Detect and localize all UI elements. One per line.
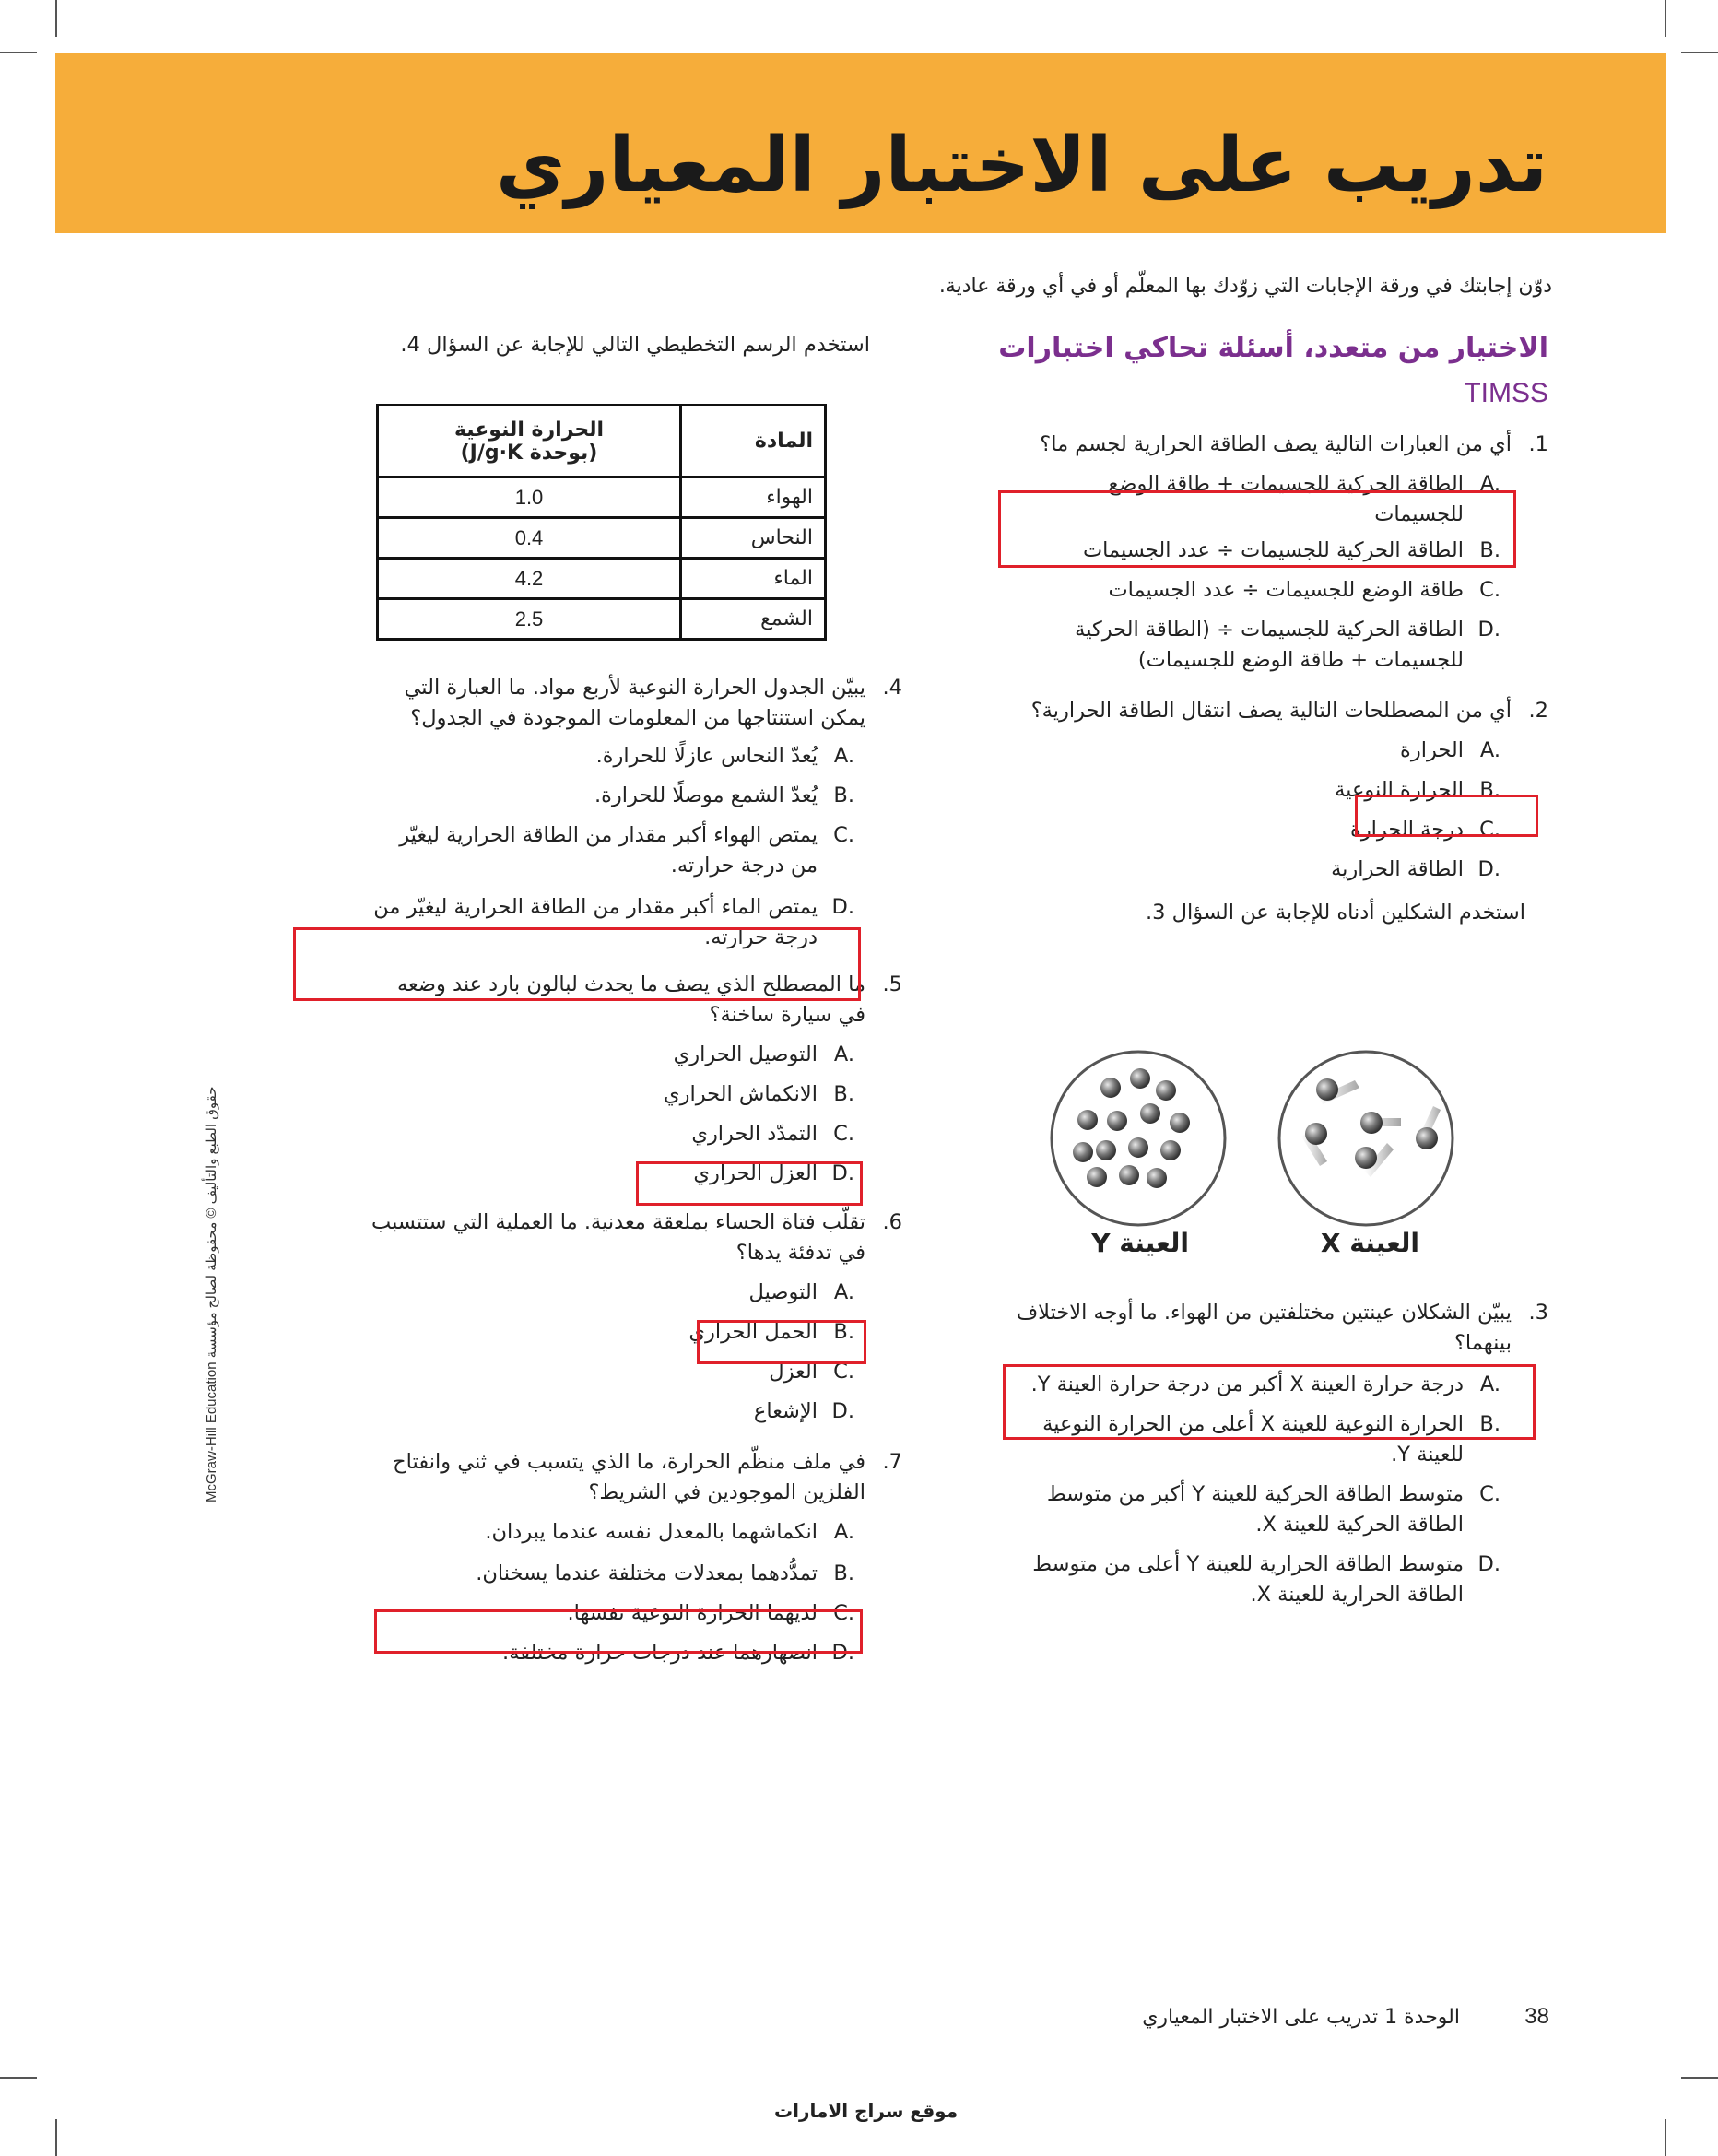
- option-text: يُعدّ النحاس عازلًا للحرارة.: [595, 744, 818, 768]
- option-text: انصهارهما عند درجات حرارة مختلفة.: [502, 1641, 818, 1665]
- option-letter: B.: [833, 1320, 854, 1344]
- table-cell-value: 0.4: [378, 518, 681, 559]
- question-stem: أي من العبارات التالية يصف الطاقة الحرارية لجسم ما؟: [1040, 432, 1512, 456]
- option-letter: D.: [831, 895, 854, 919]
- option[interactable]: [368, 1278, 854, 1308]
- sample-y-label: العينة Y: [1091, 1228, 1189, 1258]
- table-cell-value: 2.5: [378, 599, 681, 640]
- answer-highlight-q7: [374, 1609, 863, 1654]
- option-letter: D.: [831, 1399, 854, 1423]
- option-text: الانكماش الحراري: [663, 1082, 818, 1106]
- table-header-row: [378, 406, 826, 477]
- option-letter: C.: [1479, 1482, 1500, 1506]
- option[interactable]: [368, 1040, 854, 1070]
- question-3: [1014, 1298, 1548, 1610]
- option-text: الحرارة النوعية: [1335, 778, 1464, 802]
- table-cell-material: الماء: [681, 559, 826, 599]
- option-letter: C.: [833, 1360, 854, 1384]
- instruction-text: دوّن إجابتك في ورقة الإجابات التي زوّدك بها المعلّم أو في أي ورقة عادية.: [938, 275, 1552, 298]
- option-text: متوسط الطاقة الحرارية للعينة Y أعلى من متوسط الطاقة الحرارية للعينة X.: [1032, 1552, 1464, 1607]
- option-letter: D.: [1477, 1552, 1500, 1576]
- question-number: 5.: [882, 972, 902, 996]
- section-subtitle: TIMSS: [1464, 378, 1548, 408]
- page-title: تدريب على الاختبار المعياري: [495, 122, 1547, 209]
- question-stem: أي من المصطلحات التالية يصف انتقال الطاقة الحرارية؟: [1030, 699, 1512, 723]
- option-text: طاقة الوضع للجسيمات ÷ عدد الجسيمات: [1108, 578, 1464, 602]
- option-letter: D.: [831, 1641, 854, 1665]
- option-letter: B.: [1479, 778, 1500, 802]
- option[interactable]: [1014, 615, 1500, 676]
- question-stem: في ملف منظّم الحرارة، ما الذي يتسبب في ثني وانفتاح الفلزين الموجودين في الشريط؟: [393, 1450, 865, 1504]
- table-cell-material: الشمع: [681, 599, 826, 640]
- question-number: 7.: [882, 1450, 902, 1474]
- table-row: [378, 477, 826, 518]
- sample-x-label: العينة X: [1320, 1228, 1419, 1258]
- table-header-heat: [378, 406, 681, 477]
- option-text: لديهما الحرارة النوعية نفسها.: [567, 1601, 818, 1625]
- table-intro: استخدم الرسم التخطيطي التالي للإجابة عن السؤال 4.: [400, 333, 870, 357]
- option-text: يمتص الماء أكبر مقدار من الطاقة الحرارية ليغيّر من درجة حرارته.: [373, 895, 818, 949]
- option-text: يمتص الهواء أكبر مقدار من الطاقة الحرارية ليغيّر من درجة حرارته.: [399, 823, 818, 878]
- table-header-unit: (بوحدة J/g·K): [460, 441, 598, 465]
- option-letter: A.: [833, 1043, 854, 1066]
- table-row: [378, 518, 826, 559]
- crop-mark: [0, 2077, 37, 2079]
- crop-mark: [1681, 52, 1718, 53]
- option-letter: A.: [833, 1520, 854, 1544]
- option-letter: B.: [833, 1082, 854, 1106]
- option-letter: C.: [833, 823, 854, 847]
- option-text: الطاقة الحركية للجسيمات ÷ (الطاقة الحركية للجسيمات + طاقة الوضع للجسيمات): [1075, 618, 1464, 672]
- option-text: التمدّد الحراري: [691, 1122, 818, 1146]
- question-4: [368, 673, 902, 953]
- table-cell-value: 1.0: [378, 477, 681, 518]
- option[interactable]: [1014, 1549, 1500, 1610]
- question-6: [368, 1208, 902, 1427]
- option-text: الطاقة الحركية للجسيمات + طاقة الوضع للجسيمات: [1108, 472, 1464, 526]
- option-letter: D.: [1477, 618, 1500, 642]
- option-text: العزل الحراري: [693, 1161, 818, 1185]
- option[interactable]: [368, 1517, 854, 1548]
- footer-unit-title: الوحدة 1 تدريب على الاختبار المعياري: [1142, 2006, 1460, 2029]
- option-text: درجة حرارة العينة X أكبر من درجة حرارة العينة Y.: [1030, 1373, 1464, 1396]
- option[interactable]: [1014, 736, 1500, 766]
- option-letter: C.: [1479, 818, 1500, 842]
- figure-intro: استخدم الشكلين أدناه للإجابة عن السؤال 3.: [1145, 901, 1525, 925]
- option-text: انكماشهما بالمعدل نفسه عندما يبردان.: [485, 1520, 818, 1544]
- crop-mark: [55, 0, 57, 37]
- option-text: الحرارة النوعية للعينة X أعلى من الحرارة النوعية للعينة Y.: [1042, 1412, 1464, 1467]
- question-number: 4.: [882, 676, 902, 700]
- table-cell-value: 4.2: [378, 559, 681, 599]
- crop-mark: [1665, 0, 1666, 37]
- question-number: 1.: [1528, 432, 1548, 456]
- question-stem: يبيّن الجدول الحرارة النوعية لأربع مواد. ما العبارة التي يمكن استنتاجها من المعلومات الموجودة في الجدول؟: [404, 676, 865, 730]
- option[interactable]: [1014, 1479, 1500, 1540]
- option-letter: D.: [1477, 857, 1500, 881]
- option-text: يُعدّ الشمع موصلًا للحرارة.: [594, 783, 818, 807]
- question-number: 6.: [882, 1210, 902, 1234]
- answer-highlight-q6: [697, 1320, 866, 1364]
- option[interactable]: [368, 1559, 854, 1589]
- table-row: [378, 599, 826, 640]
- option-text: التوصيل: [748, 1280, 818, 1304]
- question-number: 3.: [1528, 1301, 1548, 1325]
- question-5: [368, 970, 902, 1189]
- option-letter: C.: [833, 1122, 854, 1146]
- table-header-heat-label: الحرارة النوعية: [453, 418, 605, 442]
- table-cell-material: الهواء: [681, 477, 826, 518]
- option-letter: C.: [833, 1601, 854, 1625]
- page-number: 38: [1524, 2004, 1549, 2029]
- question-stem: يبيّن الشكلان عينتين مختلفتين من الهواء. ما أوجه الاختلاف بينهما؟: [1016, 1301, 1512, 1355]
- answer-highlight-q5: [636, 1161, 863, 1206]
- option-text: العزل: [769, 1360, 818, 1384]
- footer-site-name: موقع سراج الامارات: [774, 2100, 959, 2122]
- option-letter: B.: [1479, 538, 1500, 562]
- specific-heat-table: [376, 404, 827, 641]
- table-cell-material: النحاس: [681, 518, 826, 559]
- option-text: الطاقة الحركية للجسيمات ÷ عدد الجسيمات: [1083, 538, 1464, 562]
- option[interactable]: [368, 820, 854, 881]
- option-letter: C.: [1479, 578, 1500, 602]
- answer-highlight-q2: [1355, 795, 1538, 837]
- option-letter: A.: [833, 1280, 854, 1304]
- option-letter: B.: [1479, 1412, 1500, 1436]
- crop-mark: [1681, 2077, 1718, 2079]
- question-2: [1014, 696, 1548, 885]
- option-letter: A.: [1479, 1373, 1500, 1396]
- option-letter: A.: [1479, 738, 1500, 762]
- option[interactable]: [1014, 575, 1500, 606]
- option-text: متوسط الطاقة الحركية للعينة Y أكبر من متوسط الطاقة الحركية للعينة X.: [1046, 1482, 1464, 1537]
- option[interactable]: [368, 1079, 854, 1110]
- option-letter: D.: [831, 1161, 854, 1185]
- option-letter: B.: [833, 783, 854, 807]
- answer-highlight-q3: [1003, 1364, 1536, 1440]
- table-header-material: المادة: [681, 406, 826, 477]
- crop-mark: [0, 52, 37, 53]
- option[interactable]: [1014, 854, 1500, 885]
- option-letter: A.: [833, 744, 854, 768]
- option-text: الإشعاع: [753, 1399, 818, 1423]
- option-letter: B.: [833, 1561, 854, 1585]
- crop-mark: [55, 2119, 57, 2156]
- option-text: التوصيل الحراري: [673, 1043, 818, 1066]
- option-text: درجة الحرارة: [1350, 818, 1464, 842]
- table-row: [378, 559, 826, 599]
- option[interactable]: [368, 1396, 854, 1427]
- option-text: تمدُّدهما بمعدلات مختلفة عندما يسخنان.: [476, 1561, 818, 1585]
- section-title: الاختيار من متعدد، أسئلة تحاكي اختبارات: [998, 332, 1548, 364]
- question-stem: ما المصطلح الذي يصف ما يحدث لبالون بارد عند وضعه في سيارة ساخنة؟: [396, 972, 865, 1027]
- question-number: 2.: [1528, 699, 1548, 723]
- crop-mark: [1665, 2119, 1666, 2156]
- copyright-credit: حقوق الطبع والتأليف © محفوظة لصالح مؤسسة McGraw-Hill Education: [204, 1086, 219, 1502]
- option-letter: A.: [1479, 472, 1500, 496]
- option-text: الحمل الحراري: [688, 1320, 818, 1344]
- option[interactable]: [368, 781, 854, 811]
- question-stem: تقلّب فتاة الحساء بملعقة معدنية. ما العملية التي ستتسبب في تدفئة يدها؟: [371, 1210, 865, 1265]
- option[interactable]: [368, 741, 854, 772]
- option-text: الطاقة الحرارية: [1331, 857, 1464, 881]
- option-text: الحرارة: [1400, 738, 1464, 762]
- answer-highlight-q1: [998, 490, 1516, 568]
- answer-highlight-q4: [293, 927, 861, 1001]
- option[interactable]: [368, 1119, 854, 1149]
